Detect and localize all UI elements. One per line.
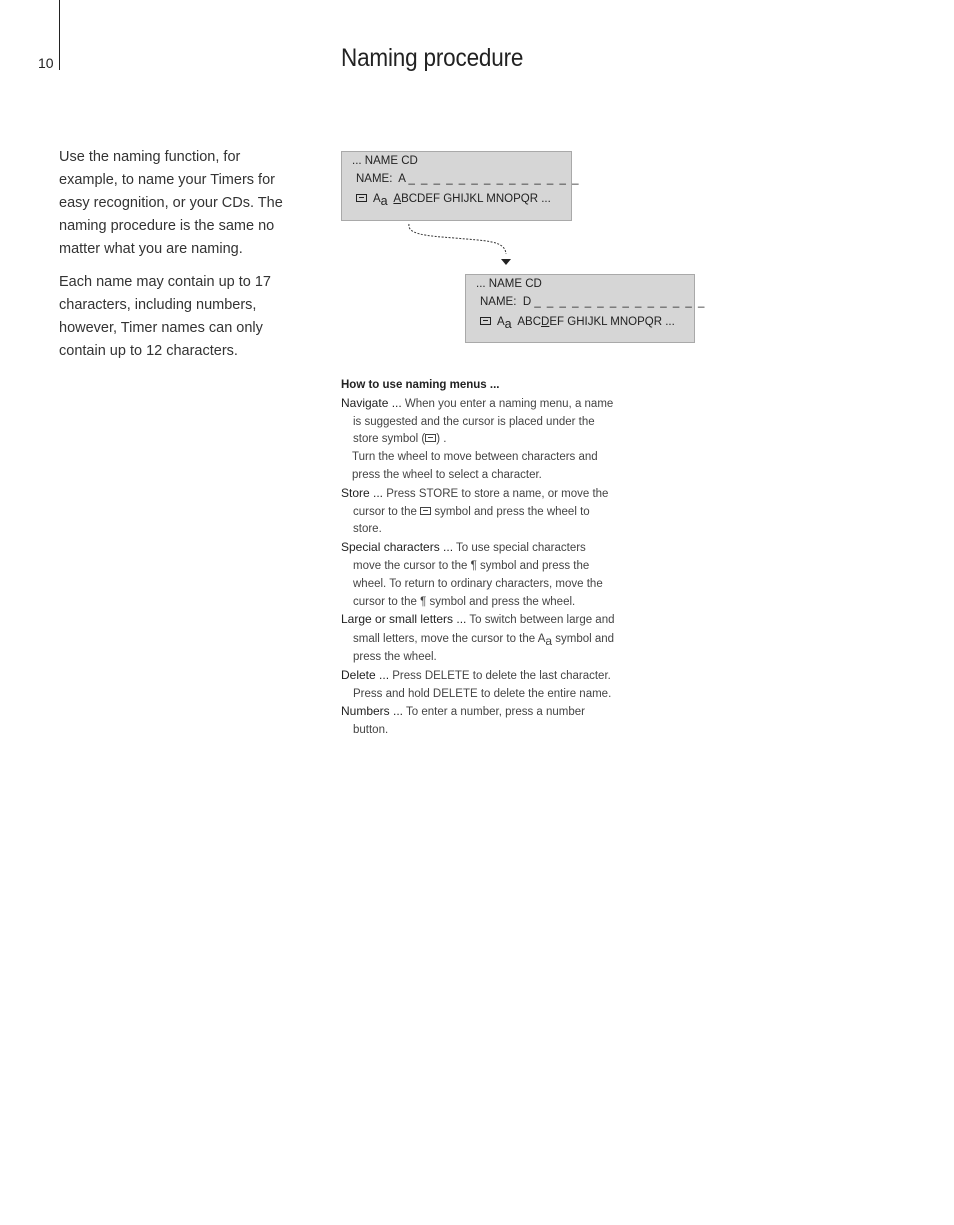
char-list-before: ABC xyxy=(517,316,542,328)
display-char-line xyxy=(356,191,551,208)
name-value: D xyxy=(522,296,532,308)
name-label: NAME: xyxy=(480,296,517,308)
name-placeholder: _ _ _ _ _ _ _ _ _ _ _ _ _ _ xyxy=(408,173,581,185)
store-icon xyxy=(356,194,367,202)
term: Large or small letters ... xyxy=(341,612,467,627)
howto-large-small: Large or small letters ... To switch between large and small letters, move the cursor to the Aa symbol and press the wheel. xyxy=(341,612,615,663)
display-name-line xyxy=(480,296,706,308)
case-toggle-icon: Aa xyxy=(537,633,553,649)
term: Delete ... xyxy=(341,667,390,682)
howto-delete: Delete ... Press DELETE to delete the last character. Press and hold DELETE to delete the entire name. xyxy=(341,667,612,700)
cursor-char: A xyxy=(393,193,402,205)
name-value: A xyxy=(398,173,406,185)
name-label: NAME: xyxy=(356,173,393,185)
cursor-char: D xyxy=(541,316,550,328)
term: Store ... xyxy=(341,485,384,500)
term: Special characters ... xyxy=(341,540,454,555)
arrow-icon xyxy=(405,222,515,270)
store-icon xyxy=(420,507,431,515)
intro-paragraph: Each name may contain up to 17 characters, including numbers, however, Timer names can only contain up to 12 characters. xyxy=(59,274,271,359)
howto-navigate: Navigate ... When you enter a naming menu, a name is suggested and the cursor is placed under the store symbol ( ) . xyxy=(341,395,614,446)
store-icon xyxy=(480,317,491,325)
case-toggle-icon: Aa xyxy=(497,316,512,331)
howto-store: Store ... Press STORE to store a name, or move the cursor to the symbol and press the wheel to store. xyxy=(341,485,609,536)
char-list: EF GHIJKL MNOPQR ... xyxy=(549,316,675,328)
display-header: ... NAME CD xyxy=(352,155,418,167)
howto-section xyxy=(341,377,616,740)
name-placeholder: _ _ _ _ _ _ _ _ _ _ _ _ _ _ xyxy=(534,296,706,308)
display-header: ... NAME CD xyxy=(476,278,542,290)
margin-rule xyxy=(59,0,60,70)
howto-numbers: Numbers ... To enter a number, press a number button. xyxy=(341,704,585,737)
case-toggle-icon: Aa xyxy=(373,193,388,208)
display-char-line xyxy=(480,314,675,331)
howto-navigate-cont: Turn the wheel to move between characters and press the wheel to select a character. xyxy=(352,451,598,481)
display-example-2 xyxy=(465,274,706,343)
page-number: 10 xyxy=(38,55,54,71)
howto-special: Special characters ... To use special characters move the cursor to the ¶ symbol and press the wheel. To return to ordinary characters, move the cursor to the ¶ symbol and press the wheel. xyxy=(341,540,603,608)
char-list: BCDEF GHIJKL MNOPQR ... xyxy=(401,193,551,205)
intro-text xyxy=(59,146,299,373)
term: Numbers ... xyxy=(341,704,404,719)
intro-paragraph: Use the naming function, for example, to name your Timers for easy recognition, or your CDs. The naming procedure is the same no matter what you are naming. xyxy=(59,149,283,257)
howto-title: How to use naming menus ... xyxy=(341,379,500,391)
page-title: Naming procedure xyxy=(341,44,524,72)
store-icon xyxy=(425,434,436,442)
display-name-line xyxy=(356,173,580,185)
display-example-1 xyxy=(341,151,581,221)
term: Navigate ... xyxy=(341,395,402,410)
